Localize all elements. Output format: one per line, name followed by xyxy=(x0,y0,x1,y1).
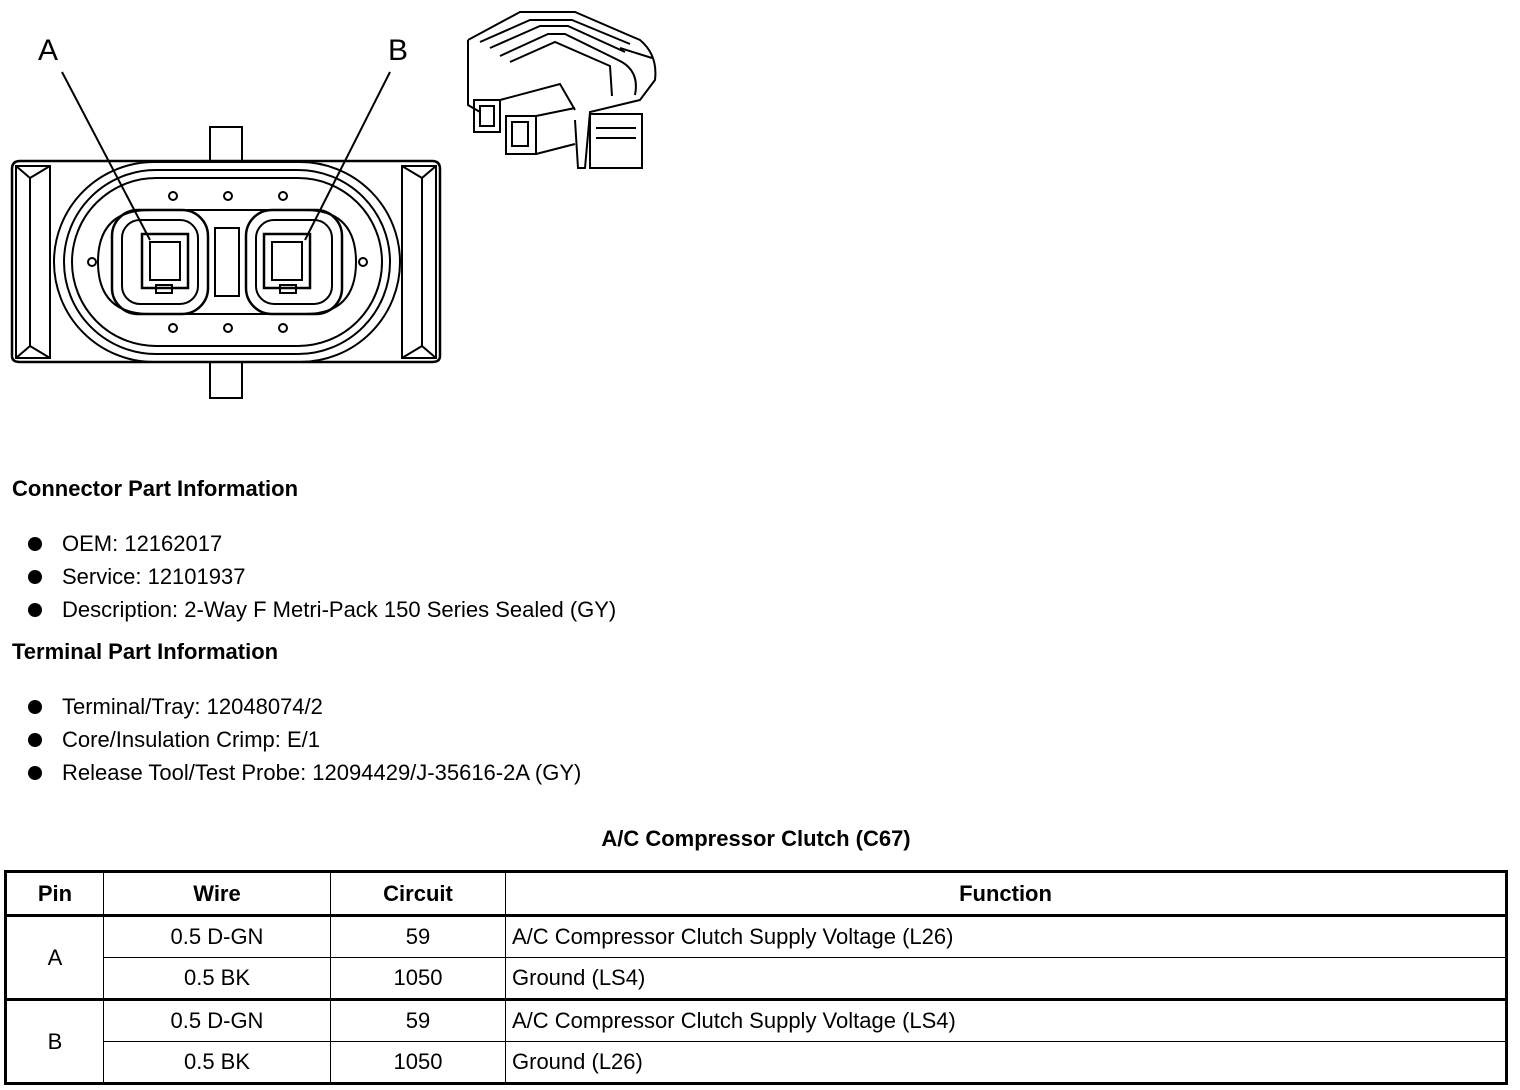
table-row xyxy=(6,1000,1507,1042)
list-item: Release Tool/Test Probe: 12094429/J-35616-2A (GY) xyxy=(28,756,581,789)
header-circuit: Circuit xyxy=(331,872,506,916)
circuit-cell: 59 xyxy=(331,1000,506,1042)
table-title: A/C Compressor Clutch (C67) xyxy=(601,826,911,851)
bullet-icon xyxy=(28,537,42,551)
bullet-icon xyxy=(28,766,42,780)
table-row xyxy=(6,1042,1507,1084)
table-row xyxy=(6,958,1507,1000)
wire-cell: 0.5 BK xyxy=(104,958,331,1000)
table-header-row xyxy=(6,872,1507,916)
header-wire: Wire xyxy=(104,872,331,916)
circuit-cell: 59 xyxy=(331,916,506,958)
pin-cell: A xyxy=(6,916,104,1000)
bullet-icon xyxy=(28,733,42,747)
list-item: Service: 12101937 xyxy=(28,560,616,593)
function-cell: Ground (LS4) xyxy=(506,958,1507,1000)
wire-cell: 0.5 BK xyxy=(104,1042,331,1084)
connector-face-diagram xyxy=(0,0,700,420)
wire-cell: 0.5 D-GN xyxy=(104,916,331,958)
connector-info-heading: Connector Part Information xyxy=(12,476,299,501)
circuit-cell: 1050 xyxy=(331,958,506,1000)
list-item: Terminal/Tray: 12048074/2 xyxy=(28,690,581,723)
connector-isometric-drawing xyxy=(468,12,655,168)
pin-cell: B xyxy=(6,1000,104,1084)
connector-bottom-tab xyxy=(210,362,242,398)
function-cell: A/C Compressor Clutch Supply Voltage (LS4) xyxy=(506,1000,1507,1042)
circuit-cell: 1050 xyxy=(331,1042,506,1084)
wire-cell: 0.5 D-GN xyxy=(104,1000,331,1042)
bullet-icon xyxy=(28,700,42,714)
list-item: Description: 2-Way F Metri-Pack 150 Series Sealed (GY) xyxy=(28,593,616,626)
pinout-table xyxy=(4,870,1508,1085)
pin-label-a: A xyxy=(38,34,59,67)
pin-label-b: B xyxy=(388,34,409,67)
list-item: OEM: 12162017 xyxy=(28,527,616,560)
table-row xyxy=(6,916,1507,958)
function-cell: Ground (L26) xyxy=(506,1042,1507,1084)
terminal-info-list xyxy=(28,690,581,789)
terminal-info-heading: Terminal Part Information xyxy=(12,639,279,664)
connector-top-tab xyxy=(210,127,242,161)
bullet-icon xyxy=(28,603,42,617)
header-function: Function xyxy=(506,872,1507,916)
header-pin: Pin xyxy=(6,872,104,916)
connector-info-list xyxy=(28,527,616,626)
list-item: Core/Insulation Crimp: E/1 xyxy=(28,723,581,756)
bullet-icon xyxy=(28,570,42,584)
function-cell: A/C Compressor Clutch Supply Voltage (L26) xyxy=(506,916,1507,958)
